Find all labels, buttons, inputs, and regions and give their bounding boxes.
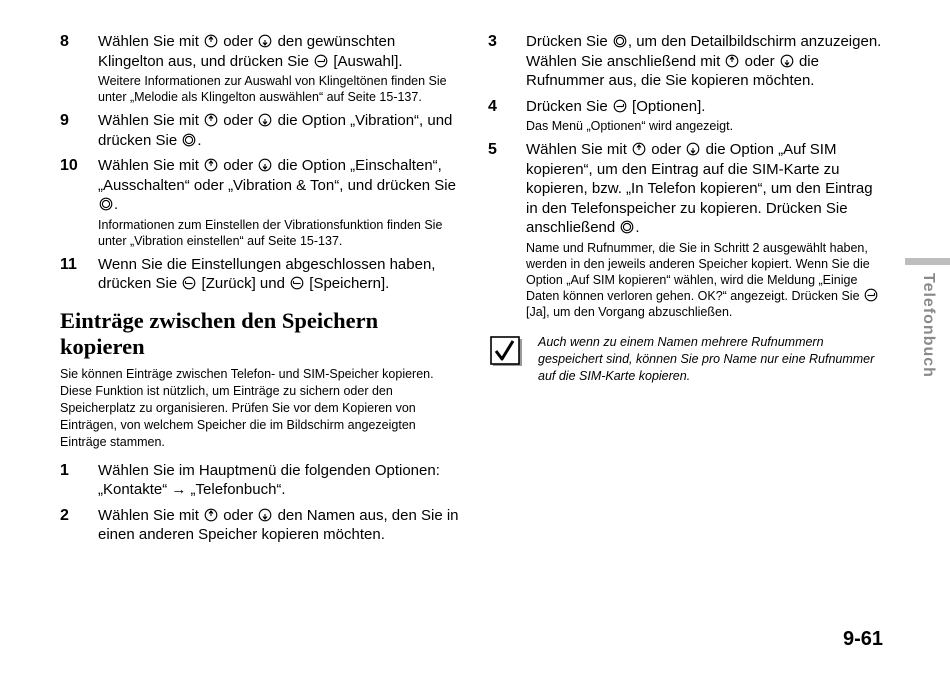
step-text: oder: [219, 506, 258, 524]
step-text: [Zurück] und: [197, 275, 290, 292]
step-number: 2: [60, 506, 69, 524]
step-instruction: [98, 506, 460, 545]
step-instruction: [98, 32, 460, 71]
step-text: Wählen Sie mit: [98, 506, 204, 524]
step-note: [526, 240, 888, 320]
step-number: 4: [488, 97, 497, 115]
center-key-icon: [99, 197, 113, 211]
step-text: die Option „Auf SIM kopieren“, um den Eintrag auf die SIM-Karte zu kopieren, bzw. „In Telefon kopieren“, um den Eintrag in den Telefonspeicher zu kopieren. Drücken Sie anschließend: [526, 141, 873, 236]
nav-up-key-icon: [204, 113, 218, 127]
step-text: , um den Detailbildschirm anzuzeigen. Wählen Sie anschließend mit: [526, 33, 882, 70]
step-instruction: [526, 32, 888, 91]
step-text: .: [197, 131, 202, 149]
center-key-icon: [620, 220, 634, 234]
step-text: [Ja], um den Vorgang abzuschließen.: [526, 304, 733, 319]
step-text: [Speichern].: [305, 275, 390, 292]
tip-box: [488, 334, 888, 385]
nav-down-key-icon: [258, 508, 272, 522]
nav-up-key-icon: [204, 158, 218, 172]
step-text: Wählen Sie mit: [98, 157, 204, 174]
step-text: .: [114, 196, 119, 213]
instruction-step: [488, 140, 888, 320]
instruction-step: [60, 506, 460, 545]
step-text: Wählen Sie mit: [526, 141, 632, 158]
step-text: oder: [219, 112, 258, 129]
step-number: 1: [60, 461, 69, 479]
tip-text: Auch wenn zu einem Namen mehrere Rufnummern gespeichert sind, können Sie pro Name nur eine Rufnummer auf die SIM-Karte kopieren.: [538, 334, 875, 383]
instruction-step: [60, 156, 460, 249]
nav-down-key-icon: [258, 34, 272, 48]
instruction-step: [60, 111, 460, 150]
step-instruction: [526, 140, 888, 238]
step-text: Drücken Sie: [526, 97, 612, 115]
checkmark-note-icon: [490, 336, 524, 368]
step-text: die Rufnummer aus, die Sie kopieren möchten.: [526, 52, 819, 89]
nav-down-key-icon: [258, 158, 272, 172]
left-softkey-icon: [182, 276, 196, 290]
instruction-step: [60, 255, 460, 294]
step-text: Wenn Sie die Einstellungen abgeschlossen haben, drücken Sie: [98, 255, 436, 292]
step-note: Das Menü „Optionen“ wird angezeigt.: [526, 119, 734, 133]
page-number: 9-61: [843, 628, 884, 650]
step-text: den Namen aus, den Sie in einen anderen Speicher kopieren möchten.: [98, 506, 459, 543]
step-text: die Option „Vibration“, und drücken Sie: [98, 112, 453, 149]
nav-down-key-icon: [686, 142, 700, 156]
right-column: [488, 32, 888, 385]
step-note: Weitere Informationen zur Auswahl von Klingeltönen finden Sie unter „Melodie als Klingelton auswählen“ auf Seite 15-137.: [98, 74, 447, 104]
step-instruction: [526, 97, 888, 117]
step-instruction: [98, 156, 460, 215]
instruction-step: [60, 32, 460, 105]
step-text: oder: [219, 157, 258, 174]
instruction-step: [488, 97, 888, 135]
step-instruction: [98, 461, 460, 500]
nav-down-key-icon: [780, 54, 794, 68]
step-text: Wählen Sie im Hauptmenü die folgenden Optionen: „Kontakte“ → „Telefonbuch“.: [98, 461, 440, 498]
step-number: 9: [60, 112, 69, 129]
nav-up-key-icon: [204, 508, 218, 522]
section-tab-label: Telefonbuch: [920, 273, 937, 378]
step-instruction: [98, 255, 460, 294]
instruction-step: [488, 32, 888, 91]
step-text: Wählen Sie mit: [98, 33, 204, 50]
step-number: 3: [488, 33, 497, 50]
nav-up-key-icon: [632, 142, 646, 156]
right-softkey-icon: [613, 99, 627, 113]
left-column: [60, 32, 460, 551]
steps-group-bottom: [60, 461, 460, 545]
step-number: 10: [60, 157, 78, 174]
instruction-step: [60, 461, 460, 500]
step-text: den gewünschten Klingelton aus, und drücken Sie: [98, 33, 396, 70]
nav-down-key-icon: [258, 113, 272, 127]
step-note: Informationen zum Einstellen der Vibrationsfunktion finden Sie unter „Vibration einstellen“ auf Seite 15-137.: [98, 217, 443, 248]
step-number: 11: [60, 255, 77, 273]
step-instruction: [98, 111, 460, 150]
step-number: 5: [488, 141, 497, 158]
step-number: 8: [60, 33, 69, 50]
step-text: oder: [740, 52, 779, 70]
right-softkey-icon: [314, 54, 328, 68]
step-text: oder: [219, 33, 258, 50]
center-key-icon: [182, 133, 196, 147]
left-softkey-icon: [290, 276, 304, 290]
section-intro: Sie können Einträge zwischen Telefon- und SIM-Speicher kopieren. Diese Funktion ist nützlich, um Einträge zu sichern oder den Speicherplatz zu organisieren. Prüfen Sie vor dem Kopieren von Einträgen, von welchem Speicher die im Bildschirm angezeigten Einträge stammen.: [60, 366, 434, 449]
right-softkey-icon: [864, 288, 878, 302]
section-tab: [905, 258, 950, 395]
step-text: die Option „Einschalten“, „Ausschalten“ oder „Vibration & Ton“, und drücken Sie: [98, 157, 456, 194]
nav-up-key-icon: [204, 34, 218, 48]
step-text: Name und Rufnummer, die Sie in Schritt 2 ausgewählt haben, werden in den jeweils anderen Speicher kopiert. Wenn Sie die Option „Auf SIM kopieren“ wählen, wird die Meldung „Einige Daten können verloren gehen. OK?“ angezeigt. Drücken Sie: [526, 240, 870, 303]
center-key-icon: [613, 34, 627, 48]
section-heading: Einträge zwischen den Speichern kopieren: [60, 307, 379, 359]
step-text: oder: [647, 141, 686, 158]
steps-group-right: [488, 32, 888, 320]
step-text: [Auswahl].: [329, 52, 403, 70]
nav-up-key-icon: [725, 54, 739, 68]
step-text: .: [635, 219, 640, 236]
step-text: Wählen Sie mit: [98, 112, 204, 129]
step-text: Drücken Sie: [526, 33, 612, 50]
steps-group-top: [60, 32, 460, 294]
step-text: [Optionen].: [627, 97, 706, 115]
